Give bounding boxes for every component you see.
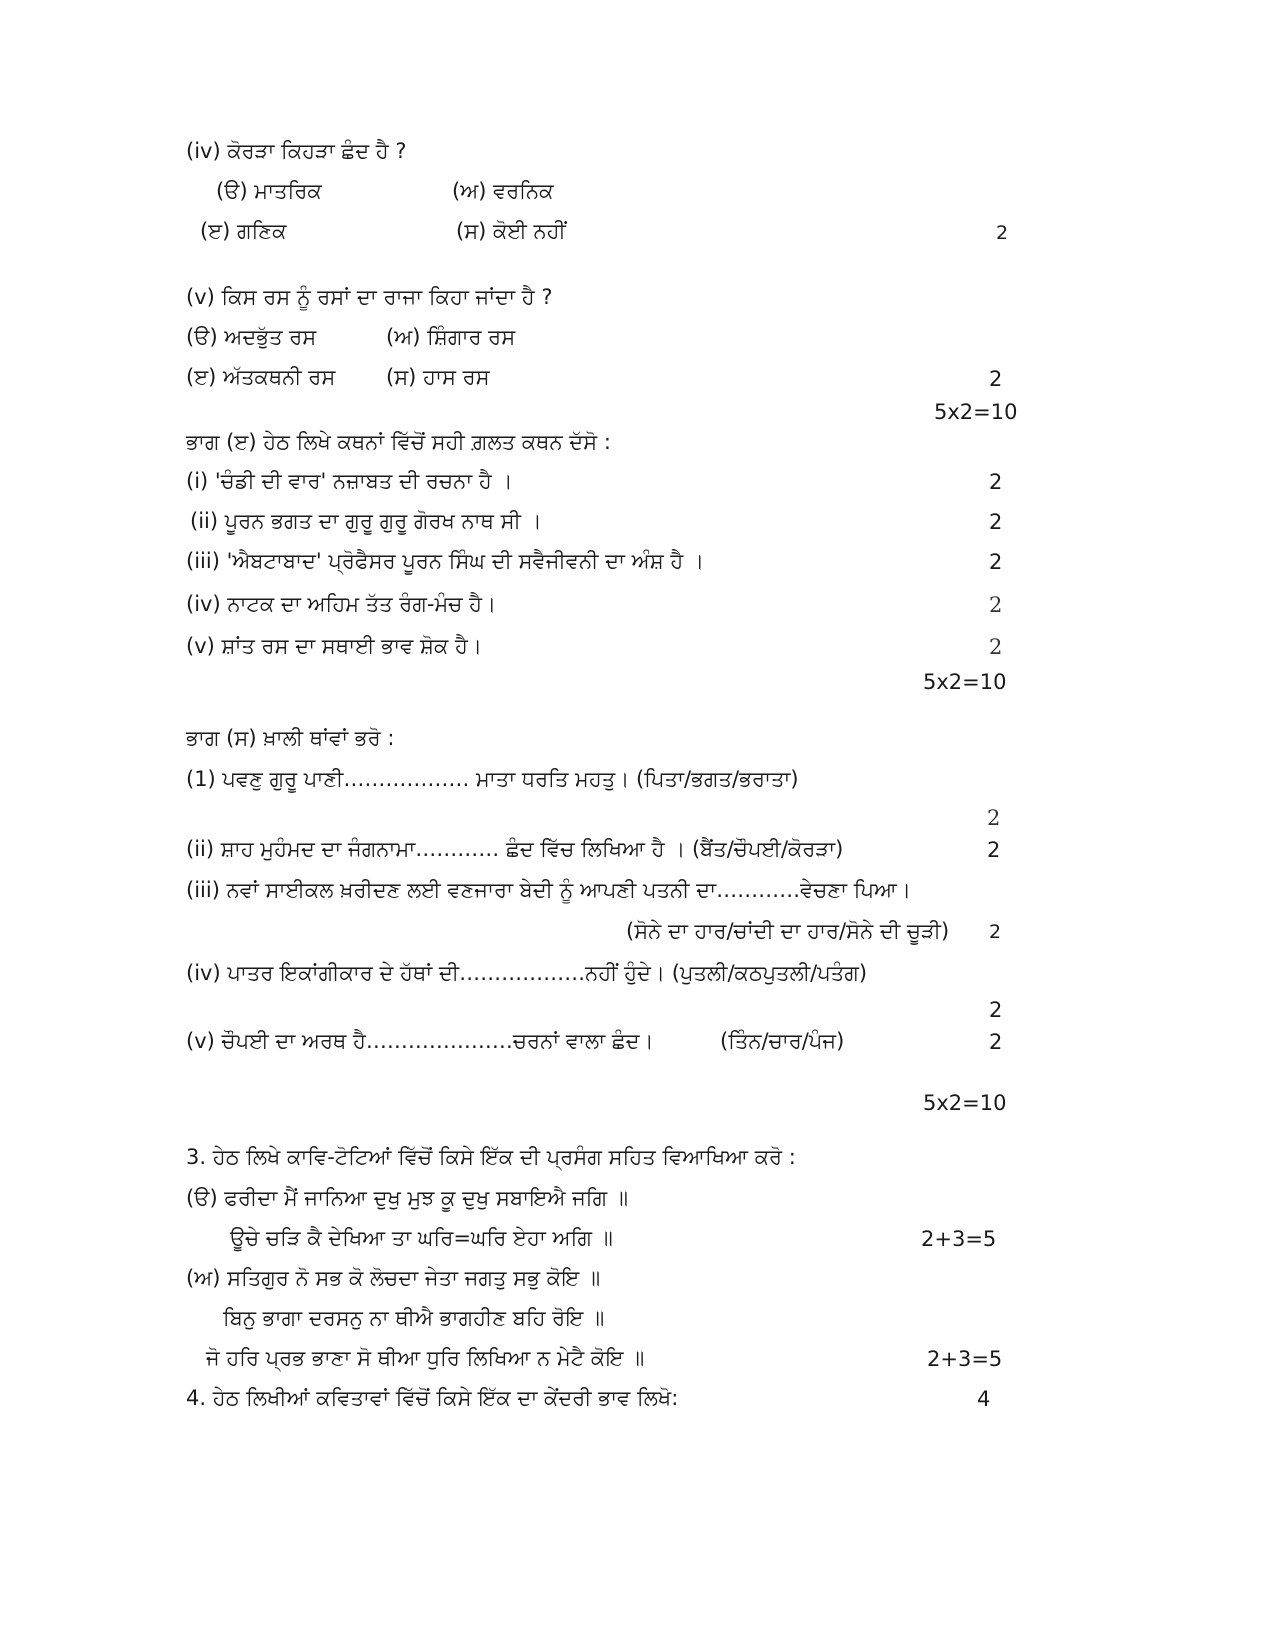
question-iv-marks: 2	[996, 222, 1009, 244]
question-v-option-c: (ੲ) ਅੱਤਕਥਨੀ ਰਸ	[186, 365, 336, 389]
part-s-item-3-options: (ਸੋਨੇ ਦਾ ਹਾਰ/ਚਾਂਦੀ ਦਾ ਹਾਰ/ਸੋਨੇ ਦੀ ਚੂੜੀ)	[626, 919, 950, 943]
part-e-item-2-marks: 2	[989, 510, 1003, 534]
part-e-item-4: (iv) ਨਾਟਕ ਦਾ ਅਹਿਮ ਤੱਤ ਰੰਗ-ਮੰਚ ਹੈ।	[186, 592, 497, 616]
part-s-item-5: (v) ਚੌਪਈ ਦਾ ਅਰਥ ਹੈ…………………ਚਰਨਾਂ ਵਾਲਾ ਛੰਦ।	[186, 1029, 654, 1053]
part-e-item-5: (v) ਸ਼ਾਂਤ ਰਸ ਦਾ ਸਥਾਈ ਭਾਵ ਸ਼ੋਕ ਹੈ।	[186, 634, 482, 658]
question-3-a-marks: 2+3=5	[921, 1227, 997, 1251]
question-iv-option-d: (ਸ) ਕੋਈ ਨਹੀਂ	[456, 219, 566, 243]
part-s-total: 5x2=10	[923, 1091, 1007, 1115]
part-e-item-5-marks: 2	[989, 635, 1003, 659]
question-3-heading: 3. ਹੇਠ ਲਿਖੇ ਕਾਵਿ-ਟੋਟਿਆਂ ਵਿੱਚੋਂ ਕਿਸੇ ਇੱਕ ਦੀ ਪ੍ਰਸੰਗ ਸਹਿਤ ਵਿਆਖਿਆ ਕਰੋ :	[186, 1145, 796, 1169]
question-iv-option-b: (ਅ) ਵਰਨਿਕ	[452, 179, 554, 203]
question-3-b-line-2: ਬਿਨੁ ਭਾਗਾ ਦਰਸਨੁ ਨਾ ਥੀਐ ਭਾਗਹੀਣ ਬਹਿ ਰੋਇ ॥	[223, 1306, 605, 1330]
part-e-item-2: (ii) ਪੂਰਨ ਭਗਤ ਦਾ ਗੁਰੂ ਗੁਰੂ ਗੋਰਖ ਨਾਥ ਸੀ ।	[190, 509, 542, 533]
question-3-b-line-3: ਜੋ ਹਰਿ ਪ੍ਰਭ ਭਾਣਾ ਸੋ ਥੀਆ ਧੁਰਿ ਲਿਖਿਆ ਨ ਮੇਟੈ ਕੋਇ ॥	[206, 1346, 645, 1370]
question-3-a-line-2: ਊਚੇ ਚੜਿ ਕੈ ਦੇਖਿਆ ਤਾ ਘਰਿ=ਘਰਿ ਏਹਾ ਅਗਿ ॥	[230, 1226, 613, 1250]
part-s-item-3: (iii) ਨਵਾਂ ਸਾਈਕਲ ਖ਼ਰੀਦਣ ਲਈ ਵਣਜਾਰਾ ਬੇਦੀ ਨੂੰ ਆਪਣੀ ਪਤਨੀ ਦਾ…………ਵੇਚਣਾ ਪਿਆ।	[186, 878, 912, 902]
part-s-item-4-marks: 2	[989, 998, 1003, 1022]
question-iv-option-a: (ੳ) ਮਾਤਰਿਕ	[216, 179, 322, 203]
part-s-item-5-options: (ਤਿੰਨ/ਚਾਰ/ਪੰਜ)	[720, 1029, 845, 1053]
part-e-item-1: (i) 'ਚੰਡੀ ਦੀ ਵਾਰ' ਨਜ਼ਾਬਤ ਦੀ ਰਚਨਾ ਹੈ ।	[186, 469, 513, 493]
question-v: (v) ਕਿਸ ਰਸ ਨੂੰ ਰਸਾਂ ਦਾ ਰਾਜਾ ਕਿਹਾ ਜਾਂਦਾ ਹੈ ?	[186, 285, 553, 309]
question-v-option-d: (ਸ) ਹਾਸ ਰਸ	[386, 365, 490, 389]
part-s-item-5-marks: 2	[989, 1030, 1003, 1054]
question-3-b-marks: 2+3=5	[927, 1347, 1003, 1371]
part-e-item-4-marks: 2	[989, 593, 1003, 617]
part-s-item-2-marks: 2	[987, 838, 1001, 862]
question-iv-option-c: (ੲ) ਗਣਿਕ	[200, 219, 287, 243]
part-s-item-3-marks: 2	[989, 921, 1002, 943]
question-3-a-line-1: (ੳ) ਫਰੀਦਾ ਮੈਂ ਜਾਨਿਆ ਦੁਖੁ ਮੁਝ ਕੂ ਦੁਖੁ ਸਬਾਇਐ ਜਗਿ ॥	[186, 1186, 628, 1210]
part-s-item-1: (1) ਪਵਣੁ ਗੁਰੂ ਪਾਣੀ……………… ਮਾਤਾ ਧਰਤਿ ਮਹਤੁ। (ਪਿਤਾ/ਭਗਤ/ਭਰਾਤਾ)	[186, 767, 799, 791]
part-s-item-4: (iv) ਪਾਤਰ ਇਕਾਂਗੀਕਾਰ ਦੇ ਹੱਥਾਂ ਦੀ………………ਨਹੀਂ ਹੁੰਦੇ। (ਪੁਤਲੀ/ਕਠਪੁਤਲੀ/ਪਤੰਗ)	[186, 961, 868, 985]
part-s-item-1-marks: 2	[987, 806, 1001, 830]
question-v-option-a: (ੳ) ਅਦਭੁੱਤ ਰਸ	[186, 325, 317, 349]
part-e-heading: ਭਾਗ (ੲ) ਹੇਠ ਲਿਖੇ ਕਥਨਾਂ ਵਿੱਚੋਂ ਸਹੀ ਗ਼ਲਤ ਕਥਨ ਦੱਸੋ :	[186, 430, 611, 454]
part-s-heading: ਭਾਗ (ਸ) ਖ਼ਾਲੀ ਥਾਂਵਾਂ ਭਰੋ :	[186, 726, 395, 750]
part-s-item-2: (ii) ਸ਼ਾਹ ਮੁਹੰਮਦ ਦਾ ਜੰਗਨਾਮਾ………… ਛੰਦ ਵਿੱਚ ਲਿਖਿਆ ਹੈ । (ਬੈਂਤ/ਚੌਪਈ/ਕੋਰੜਾ)	[186, 837, 844, 861]
part-e-item-3-marks: 2	[989, 550, 1003, 574]
question-4-heading: 4. ਹੇਠ ਲਿਖੀਆਂ ਕਵਿਤਾਵਾਂ ਵਿੱਚੋਂ ਕਿਸੇ ਇੱਕ ਦਾ ਕੇਂਦਰੀ ਭਾਵ ਲਿਖੋ:	[186, 1386, 679, 1410]
question-v-marks: 2	[989, 367, 1003, 391]
section-total-1: 5x2=10	[934, 400, 1018, 424]
question-v-option-b: (ਅ) ਸ਼ਿੰਗਾਰ ਰਸ	[386, 325, 516, 349]
question-4-marks: 4	[977, 1387, 991, 1411]
question-3-b-line-1: (ਅ) ਸਤਿਗੁਰ ਨੋ ਸਭ ਕੋ ਲੋਚਦਾ ਜੇਤਾ ਜਗਤੁ ਸਭੁ ਕੋਇ ॥	[186, 1266, 601, 1290]
part-e-total: 5x2=10	[923, 670, 1007, 694]
question-iv: (iv) ਕੋਰੜਾ ਕਿਹੜਾ ਛੰਦ ਹੈ ?	[186, 139, 407, 163]
part-e-item-1-marks: 2	[989, 470, 1003, 494]
part-e-item-3: (iii) 'ਐਬਟਾਬਾਦ' ਪ੍ਰੋਫੈਸਰ ਪੂਰਨ ਸਿੰਘ ਦੀ ਸਵੈਜੀਵਨੀ ਦਾ ਅੰਸ਼ ਹੈ ।	[186, 549, 705, 573]
